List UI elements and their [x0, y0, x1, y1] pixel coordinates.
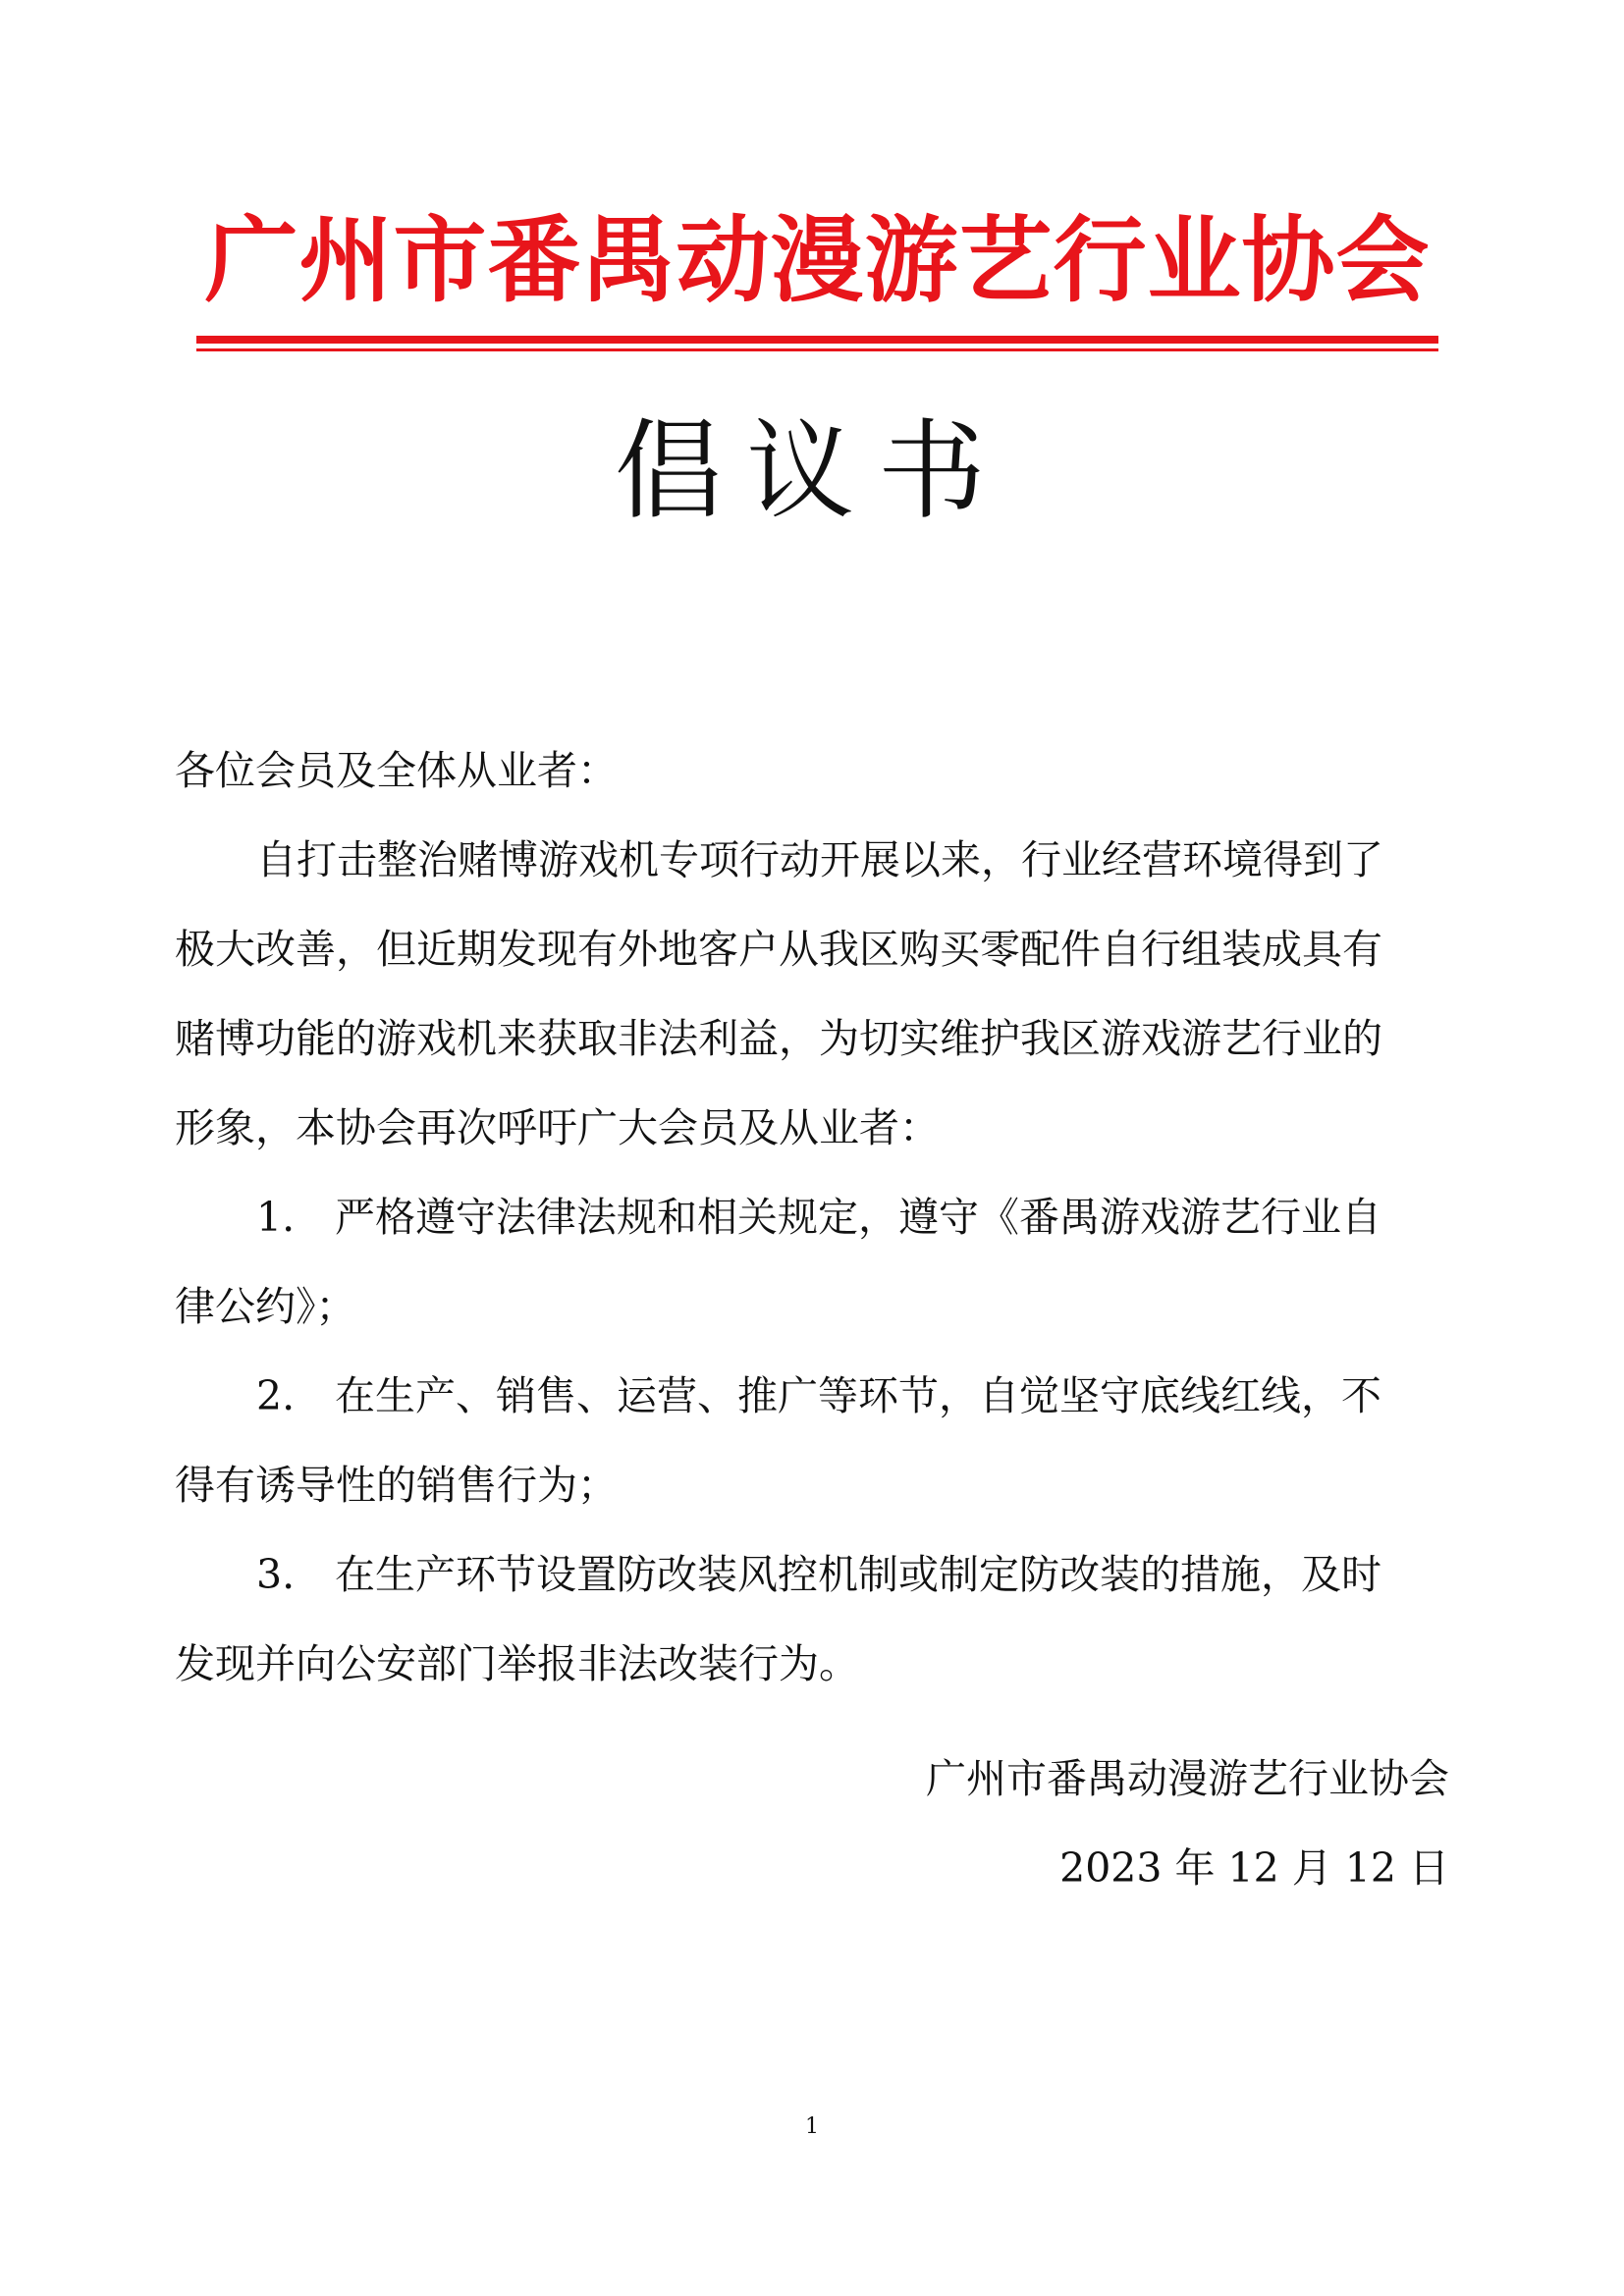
letterhead-rule-thick: [196, 336, 1438, 344]
list-item-3-continuation: 发现并向公安部门举报非法改装行为。: [175, 1640, 859, 1687]
list-item-number: 1.: [256, 1194, 296, 1241]
list-item-1-continuation: 律公约》；: [175, 1283, 356, 1330]
signature-organization: 广州市番禺动漫游艺行业协会: [926, 1755, 1449, 1802]
list-item-text: 在生产环节设置防改装风控机制或制定防改装的措施，及时: [335, 1551, 1381, 1598]
list-item-number: 2.: [256, 1372, 296, 1419]
intro-line-2: 极大改善，但近期发现有外地客户从我区购买零配件自行组装成具有: [175, 926, 1382, 973]
document-body: [175, 726, 1463, 1709]
page-number: 1: [805, 2114, 819, 2139]
list-item-3: [175, 1530, 1463, 1620]
intro-line-1: 自打击整治赌博游戏机专项行动开展以来，行业经营环境得到了: [256, 836, 1383, 883]
list-item-text: 严格遵守法律法规和相关规定，遵守《番禺游戏游艺行业自: [335, 1194, 1381, 1241]
list-item-number: 3.: [256, 1551, 296, 1598]
list-item-2-continuation: 得有诱导性的销售行为；: [175, 1462, 618, 1509]
list-item-2: [175, 1352, 1463, 1441]
list-item-text: 在生产、销售、运营、推广等环节，自觉坚守底线红线，不: [335, 1372, 1381, 1419]
signature-date: 2023 年 12 月 12 日: [1059, 1844, 1449, 1892]
letterhead-organization-name: 广州市番禺动漫游艺行业协会: [204, 207, 1431, 315]
list-item-1: [175, 1173, 1463, 1262]
intro-line-3: 赌博功能的游戏机来获取非法利益，为切实维护我区游戏游艺行业的: [175, 1015, 1382, 1062]
letterhead-rule-thin: [196, 348, 1438, 351]
signature-block: [926, 1735, 1449, 1913]
intro-line-4: 形象，本协会再次呼吁广大会员及从业者：: [175, 1104, 940, 1151]
document-title: 倡议书: [615, 408, 1009, 534]
salutation: 各位会员及全体从业者：: [175, 747, 618, 794]
